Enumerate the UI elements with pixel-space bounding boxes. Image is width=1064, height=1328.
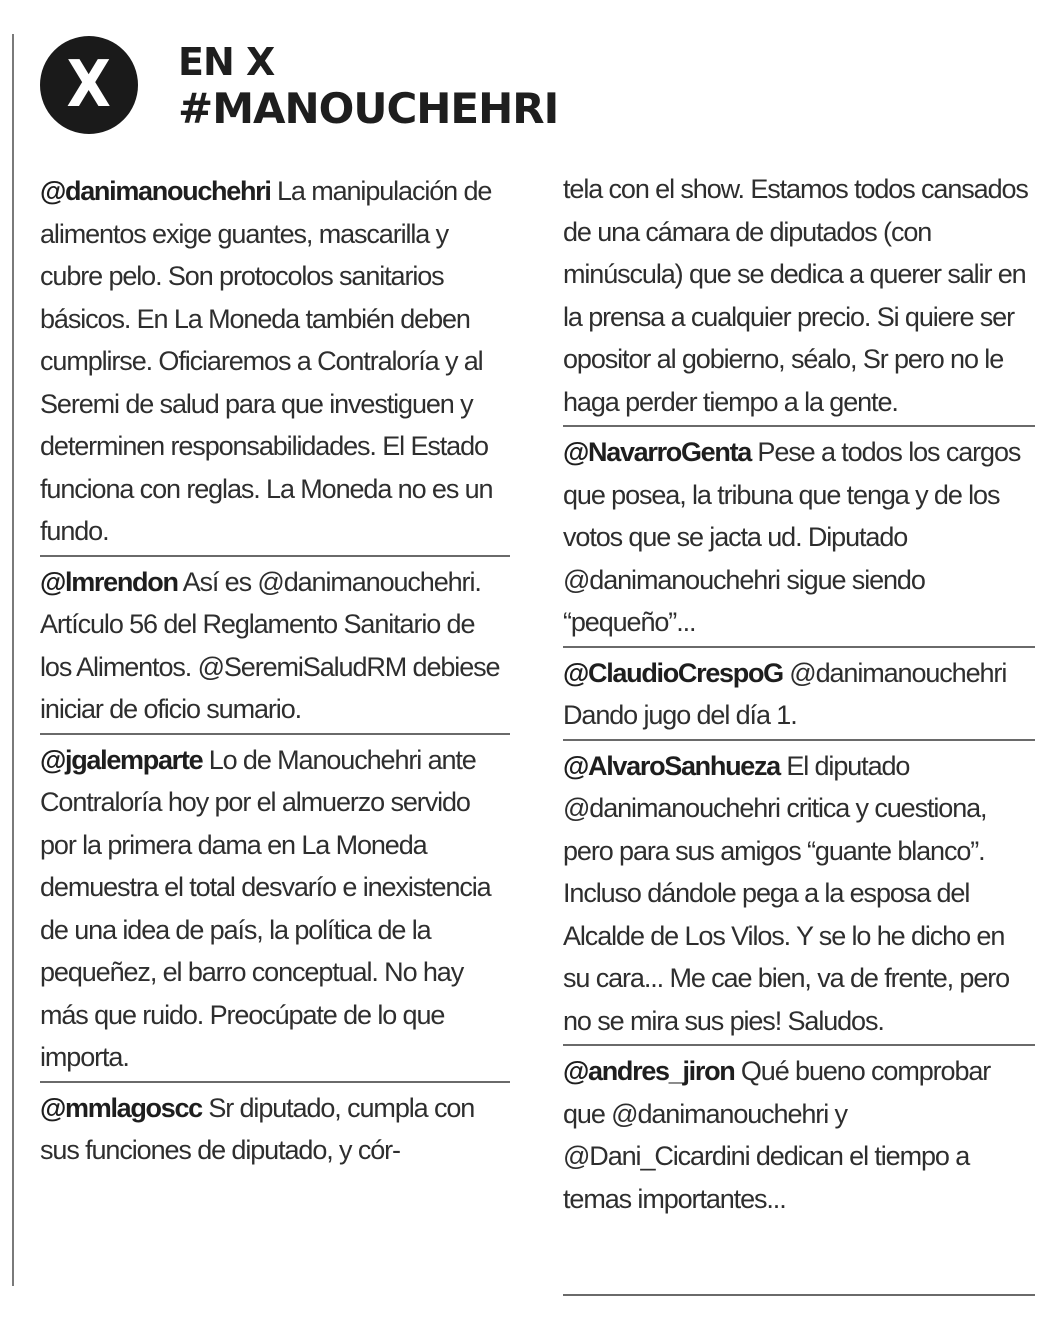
tweet-text-part2: tela con el show. Estamos todos cansados de una cámara de diputados (con minúscula) que se dedica a querer salir en la prensa a cualquier precio. Si quiere ser opositor al gobierno, séalo, Sr pero no le haga perder tiempo a la gente. [563,174,1028,417]
logo-letter: X [66,48,112,122]
tweet-text: Pese a todos los cargos que posea, la tribuna que tenga y de los votos que se jacta ud. Diputado @danimanouchehri sigue siendo “pequeño”... [563,437,1021,637]
tweet-text: Así es @danimanouchehri. Artículo 56 del Reglamento Sanitario de los Alimentos. @SeremiSaludRM debiese iniciar de oficio sumario. [40,566,500,724]
title-line-1: EN X [178,40,275,84]
tweet-navarrogenta [563,431,1035,644]
tweet-andres-jiron [563,1050,1035,1220]
separator [563,646,1035,648]
tweet-danimanouchehri [40,170,510,553]
tweet-handle[interactable]: @andres_jiron [563,1056,735,1086]
separator [563,425,1035,427]
tweet-handle[interactable]: @ClaudioCrespoG [563,657,783,688]
tweet-handle[interactable]: @AlvaroSanhueza [563,750,780,781]
tweet-handle[interactable]: @danimanouchehri [40,176,271,206]
left-column [40,170,510,1172]
tweet-handle[interactable]: @jgalemparte [40,744,203,775]
tweet-text: La manipulación de alimentos exige guantes, mascarilla y cubre pelo. Son protocolos sanitarios básicos. En La Moneda también deben cumplirse. Oficiaremos a Contraloría y al Seremi de salud para que investiguen y determinen responsabilidades. El Estado funciona con reglas. La Moneda no es un fundo. [40,176,493,546]
tweet-claudiocrespog [563,652,1035,737]
tweet-lmrendon [40,561,510,731]
tweet-text: El diputado @danimanouchehri critica y cuestiona, pero para sus amigos “guante blanco”. Incluso dándole pega a la esposa del Alcalde de Los Vilos. Y se lo he dicho en su cara... Me cae bien, va de frente, pero no se mira sus pies! Saludos. [563,750,1010,1036]
tweet-alvarosanhueza [563,745,1035,1043]
x-logo-icon [40,36,138,134]
tweet-text-part1: Sr diputado, cumpla con sus funciones de diputado, y cór- [40,1092,475,1165]
title-line-2: #MANOUCHEHRI [178,84,559,133]
tweet-jgalemparte [40,739,510,1079]
separator [40,555,510,557]
tweet-handle[interactable]: @lmrendon [40,566,178,597]
column-rule [12,34,14,1286]
separator [40,733,510,735]
tweet-handle[interactable]: @NavarroGenta [563,437,751,467]
separator [40,1081,510,1083]
separator [563,1044,1035,1046]
tweet-text: @danimanouchehri Dando jugo del día 1. [563,657,1007,730]
tweet-mmlagoscc [40,1087,510,1172]
section-title [178,40,558,134]
separator [563,739,1035,741]
tweet-handle[interactable]: @mmlagoscc [40,1092,202,1123]
tweet-text: Lo de Manouchehri ante Contraloría hoy por el almuerzo servido por la primera dama en La Moneda demuestra el total desvarío e inexistencia de una idea de país, la política de la pequeñez, el barro conceptual. No hay más que ruido. Preocúpate de lo que importa. [40,744,491,1072]
tweet-text: Qué bueno comprobar que @danimanouchehri y @Dani_Cicardini dedican el tiempo a temas importantes... [563,1056,991,1214]
right-column [563,168,1035,1220]
bottom-separator [563,1294,1035,1296]
tweet-mmlagoscc-continued [563,168,1035,423]
